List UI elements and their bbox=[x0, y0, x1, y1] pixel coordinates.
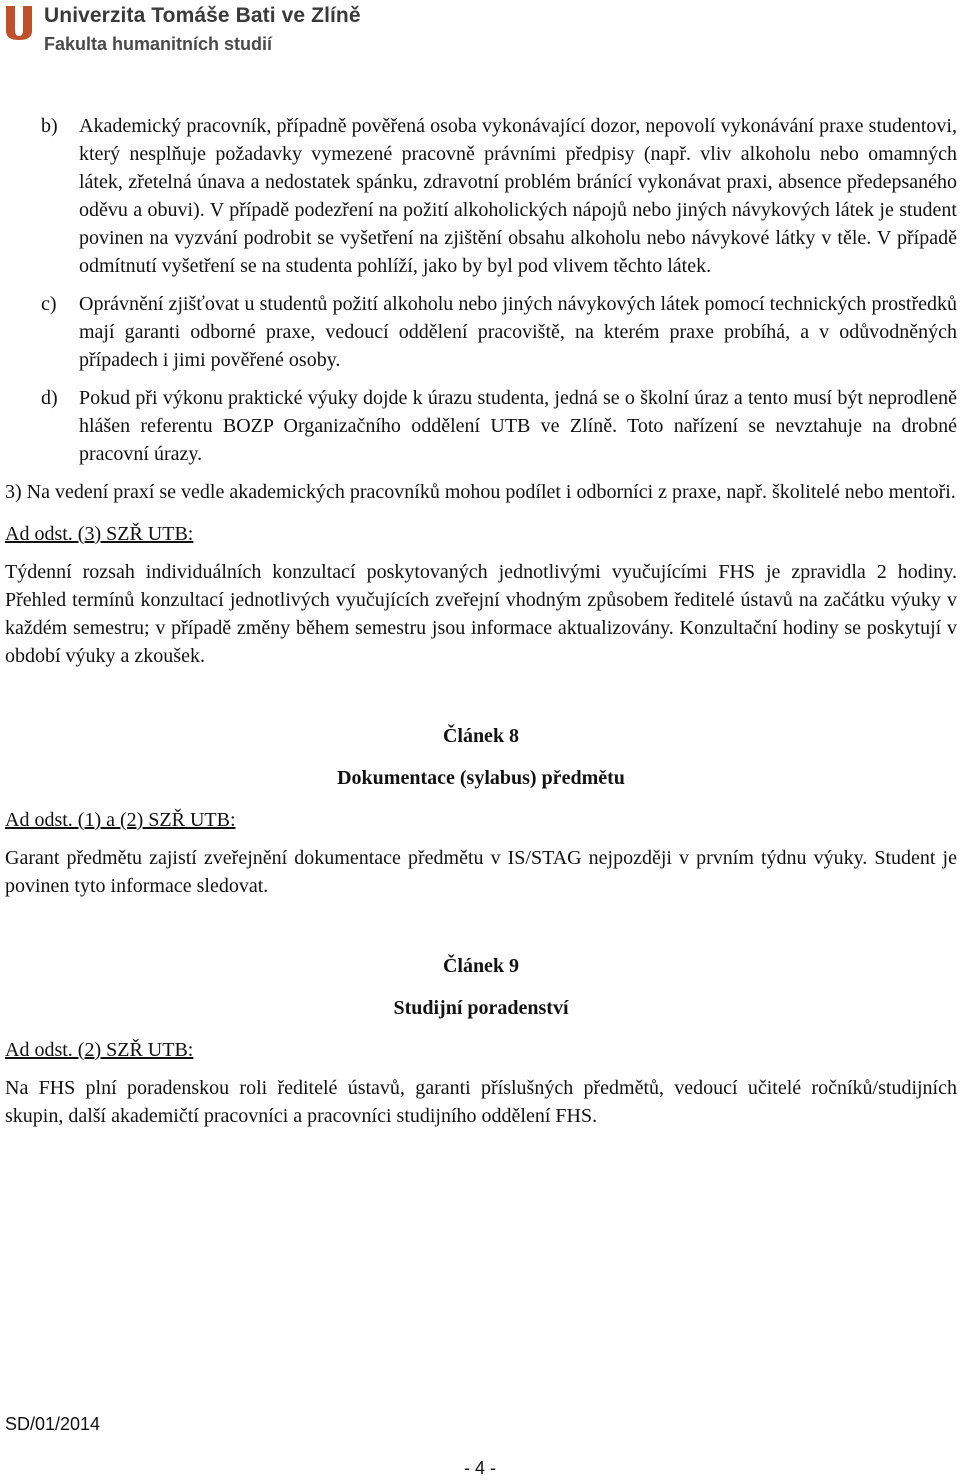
faculty-name: Fakulta humanitních studií bbox=[44, 34, 273, 54]
list-marker: d) bbox=[41, 387, 58, 409]
list-item-c bbox=[5, 290, 957, 374]
list-marker: b) bbox=[41, 115, 58, 137]
article-8-title: Dokumentace (sylabus) předmětu bbox=[337, 767, 625, 789]
article-9-title: Studijní poradenství bbox=[393, 997, 569, 1019]
list-marker: c) bbox=[41, 293, 57, 315]
university-name: Univerzita Tomáše Bati ve Zlíně bbox=[44, 4, 361, 27]
section-label-odst-2: Ad odst. (2) SZŘ UTB: bbox=[5, 1039, 194, 1061]
article-8-number: Článek 8 bbox=[442, 725, 520, 747]
section-text-syllabus: Garant předmětu zajistí zveřejnění dokumentace předmětu v IS/STAG nejpozději v prvním týdnu výuky. Student je povinen tyto informace sledovat. bbox=[5, 847, 957, 897]
article-9-number: Článek 9 bbox=[442, 955, 520, 977]
paragraph-3: 3) Na vedení praxí se vedle akademických pracovníků mohou podílet i odborníci z praxe, např. školitelé nebo mentoři. bbox=[5, 481, 956, 503]
document-body bbox=[5, 112, 957, 1130]
section-text-counseling: Na FHS plní poradenskou roli ředitelé ústavů, garanti příslušných předmětů, vedoucí učitelé ročníků/studijních skupin, další akademičtí pracovníci a pracovníci studijního oddělení FHS. bbox=[5, 1077, 957, 1127]
list-item-text: Pokud při výkonu praktické výuky dojde k úrazu studenta, jedná se o školní úraz a tento musí být neprodleně hlášen referentu BOZP Organizačního oddělení UTB ve Zlíně. Toto nařízení se nevztahuje na drobné pracovní úrazy. bbox=[79, 387, 957, 465]
list-item-text: Oprávnění zjišťovat u studentů požití alkoholu nebo jiných návykových látek pomocí technických prostředků mají garanti odborné praxe, vedoucí oddělení pracoviště, na kterém praxe probíhá, a v odůvodněných případech i jimi pověřené osoby. bbox=[79, 293, 957, 371]
section-text-consultations: Týdenní rozsah individuálních konzultací poskytovaných jednotlivými vyučujícími FHS je zpravidla 2 hodiny. Přehled termínů konzultací jednotlivých vyučujících zveřejní vhodným způsobem ředitelé ústavů na začátku výuky v každém semestru; v případě změny během semestru jsou informace aktualizovány. Konzultační hodiny se poskytují v období výuky a zkoušek. bbox=[5, 561, 957, 667]
list-item-d bbox=[5, 384, 957, 468]
section-label-odst-1-2: Ad odst. (1) a (2) SZŘ UTB: bbox=[5, 809, 236, 831]
university-logo-icon bbox=[6, 6, 32, 40]
list-item-text: Akademický pracovník, případně pověřená osoba vykonávající dozor, nepovolí vykonávání praxe studentovi, který nesplňuje požadavky vymezené pracovně právními předpisy (např. vliv alkoholu nebo omamných látek, zřetelná únava a nedostatek spánku, zdravotní problém bránící vykonávat praxi, absence předepsaného oděvu a obuvi). V případě podezření na požití alkoholických nápojů nebo jiných návykových látek je student povinen na vyzvání podrobit se vyšetření na zjištění obsahu alkoholu nebo návykové látky v těle. V případě odmítnutí vyšetření se na studenta pohlíží, jako by byl pod vlivem těchto látek. bbox=[79, 115, 957, 277]
document-header bbox=[6, 4, 426, 60]
list-item-b bbox=[5, 112, 957, 280]
page-number: - 4 - bbox=[463, 1458, 496, 1478]
section-label-odst-3: Ad odst. (3) SZŘ UTB: bbox=[5, 523, 194, 545]
document-code: SD/01/2014 bbox=[5, 1414, 101, 1434]
